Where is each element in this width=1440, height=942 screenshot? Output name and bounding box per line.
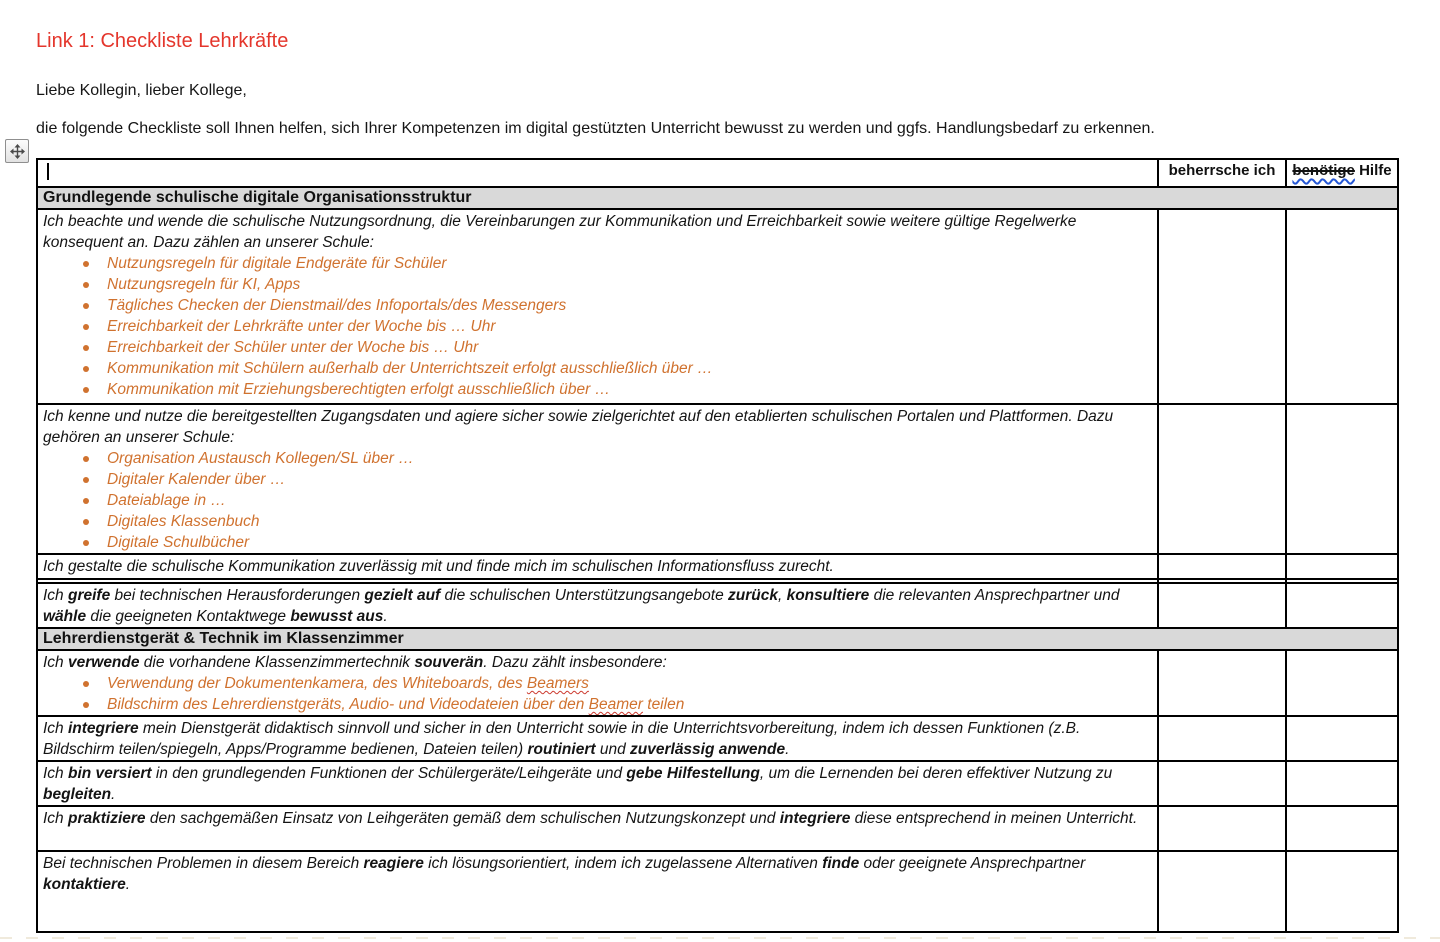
bullet-item [82,448,1151,469]
item-text-cell [37,851,1158,932]
checklist-item-row [37,716,1398,761]
intro-paragraph: die folgende Checkliste soll Ihnen helfen, sich Ihrer Kompetenzen im digital gestützten Unterricht bewusst zu werden und ggfs. Handlungsbedarf zu erkennen. [36,120,1155,137]
section-header-row [37,628,1398,650]
bullet-item [82,274,1151,295]
item-statement [43,211,1151,253]
benoetige-hilfe-cell[interactable] [1286,650,1398,716]
checklist-item-row [37,650,1398,716]
item-text-cell [37,716,1158,761]
text-run: in den grundlegenden Funktionen der Schülergeräte/Leihgeräte und [151,765,627,782]
table-move-handle-button[interactable] [5,139,29,163]
text-run: die schulischen Unterstützungsangebote [440,587,728,604]
text-run: Ich [43,765,68,782]
text-run: Ich beachte und wende die schulische Nutzungsordnung, die Vereinbarungen zur Kommunikation und Erreichbarkeit sowie weitere gültige Regelwerke konsequent an. Dazu zählen an unserer Schule: [43,213,1077,251]
item-text-cell [37,650,1158,716]
text-run: diese entsprechend in meinen Unterricht. [850,810,1138,827]
benoetige-hilfe-cell[interactable] [1286,716,1398,761]
benoetige-hilfe-cell[interactable] [1286,806,1398,851]
text-run: mein Dienstgerät didaktisch sinnvoll und sicher in den Unterricht sowie in die Unterrichtsvorbereitung, indem ich dessen Funktionen (z.B. Bildschirm teilen/spiegeln, Apps/Programme bedienen, Dateien teilen) [43,720,1081,758]
item-text-cell [37,806,1158,851]
item-statement [43,718,1151,760]
text-run: Ich [43,810,68,827]
benoetige-hilfe-cell[interactable] [1286,761,1398,806]
item-statement [43,808,1151,829]
text-run: bewusst aus [290,608,384,625]
text-run: Digitales Klassenbuch [107,513,260,530]
text-run: Ich [43,587,68,604]
beherrsche-ich-cell[interactable] [1158,209,1286,404]
item-text-cell [37,583,1158,628]
text-run: die relevanten Ansprechpartner und [869,587,1120,604]
text-run: Ich gestalte die schulische Kommunikation zuverlässig mit und finde mich im schulischen Informationsfluss zurecht. [43,558,834,575]
text-run: die geeigneten Kontaktwege [86,608,291,625]
text-run: konsultiere [786,587,870,604]
item-statement [43,406,1151,448]
text-run: , um die Lernenden bei deren effektiver Nutzung zu [759,765,1113,782]
text-run: souverän [414,654,484,671]
bullet-item [82,490,1151,511]
bullet-item [82,379,1151,400]
item-statement [43,556,1151,577]
text-run: Verwendung der Dokumentenkamera, des Whiteboards, des [107,675,527,692]
item-text-cell [37,404,1158,554]
checklist-item-row [37,806,1398,851]
bullet-item [82,532,1151,553]
text-run: . [383,608,388,625]
text-run: teilen [642,696,685,713]
item-text-cell [37,554,1158,579]
text-run: kontaktiere [43,876,126,893]
bullet-item [82,253,1151,274]
text-run: bin versiert [67,765,152,782]
text-run: zurück [728,587,778,604]
page-break-dashes [0,937,1440,939]
text-run: Nutzungsregeln für digitale Endgeräte für Schüler [107,255,447,272]
text-run: ich lösungsorientiert, indem ich zugelassene Alternativen [423,855,823,872]
beherrsche-ich-cell[interactable] [1158,650,1286,716]
text-run: Bildschirm des Lehrerdienstgeräts, Audio- und Videodateien über den [107,696,589,713]
text-run: . [785,741,790,758]
section-header-row [37,187,1398,209]
checklist-item-row [37,761,1398,806]
beherrsche-ich-cell[interactable] [1158,583,1286,628]
item-statement [43,853,1151,895]
bullet-item [82,316,1151,337]
bullet-item [82,337,1151,358]
text-run: Kommunikation mit Erziehungsberechtigten erfolgt ausschließlich über … [107,381,611,398]
text-run: verwende [67,654,140,671]
text-run: gezielt auf [364,587,441,604]
page-title: Link 1: Checkliste Lehrkräfte [36,30,289,52]
text-run: begleiten [43,786,112,803]
item-text-cell [37,761,1158,806]
text-run: routiniert [527,741,596,758]
bullet-item [82,358,1151,379]
beherrsche-ich-cell[interactable] [1158,554,1286,579]
item-bullet-list [43,673,1151,715]
text-run: Digitaler Kalender über … [107,471,286,488]
text-run: Bei technischen Problemen in diesem Bereich [43,855,364,872]
text-run: , [777,587,787,604]
benoetige-hilfe-cell[interactable] [1286,554,1398,579]
text-run: wähle [43,608,87,625]
table-header-row [37,159,1398,187]
item-bullet-list [43,253,1151,400]
header-benoetige-hilfe [1286,159,1398,187]
checklist-item-row [37,554,1398,579]
beherrsche-ich-cell[interactable] [1158,851,1286,932]
text-run: Beamer [588,696,643,713]
beherrsche-ich-cell[interactable] [1158,716,1286,761]
text-cursor [47,163,49,180]
text-run: Ich [43,720,68,737]
checklist-item-row [37,404,1398,554]
bullet-item [82,469,1151,490]
text-run: . [125,876,131,893]
text-run: reagiere [363,855,424,872]
checklist-item-row [37,851,1398,932]
text-run: . [111,786,116,803]
text-run: Kommunikation mit Schülern außerhalb der Unterrichtszeit erfolgt ausschließlich über … [107,360,713,377]
benoetige-hilfe-cell[interactable] [1286,404,1398,554]
bullet-item [82,673,1151,694]
text-run: integriere [779,810,851,827]
text-run: praktiziere [67,810,146,827]
beherrsche-ich-cell[interactable] [1158,761,1286,806]
item-bullet-list [43,448,1151,553]
text-run: Dateiablage in … [107,492,226,509]
text-run: den sachgemäßen Einsatz von Leihgeräten gemäß dem schulischen Nutzungskonzept und [145,810,780,827]
text-run: Hilfe [1354,162,1392,179]
text-run: integriere [67,720,139,737]
bullet-item [82,295,1151,316]
text-run: benötige [1292,162,1355,179]
text-run: und [595,741,631,758]
benoetige-hilfe-cell[interactable] [1286,583,1398,628]
text-run: bei technischen Herausforderungen [110,587,365,604]
item-statement [43,763,1151,805]
benoetige-hilfe-cell[interactable] [1286,851,1398,932]
text-run: gebe Hilfestellung [626,765,760,782]
text-run: Ich [43,654,68,671]
move-icon [10,144,25,159]
checklist-item-row [37,583,1398,628]
text-run: Tägliches Checken der Dienstmail/des Infoportals/des Messengers [107,297,567,314]
text-run: Erreichbarkeit der Schüler unter der Woche bis … Uhr [107,339,479,356]
beherrsche-ich-cell[interactable] [1158,806,1286,851]
text-run: zuverlässig anwende [630,741,786,758]
greeting-paragraph: Liebe Kollegin, lieber Kollege, [36,82,247,99]
item-statement [43,652,1151,673]
text-run: die vorhandene Klassenzimmertechnik [139,654,415,671]
bullet-item [82,511,1151,532]
benoetige-hilfe-cell[interactable] [1286,209,1398,404]
text-run: Beamers [526,675,589,692]
text-run: oder geeignete Ansprechpartner [859,855,1086,872]
text-run: greife [67,587,111,604]
section-title: Grundlegende schulische digitale Organisationsstruktur [37,187,1398,209]
section-title: Lehrerdienstgerät & Technik im Klassenzimmer [37,628,1398,650]
bullet-item [82,694,1151,715]
checklist-table [36,158,1399,933]
text-run: . Dazu zählt insbesondere: [483,654,667,671]
text-run: Erreichbarkeit der Lehrkräfte unter der Woche bis … Uhr [107,318,496,335]
beherrsche-ich-cell[interactable] [1158,404,1286,554]
text-run: Nutzungsregeln für KI, Apps [107,276,301,293]
item-text-cell [37,209,1158,404]
header-item-cell[interactable] [37,159,1158,187]
text-run: finde [822,855,860,872]
text-run: Ich kenne und nutze die bereitgestellten Zugangsdaten und agiere sicher sowie zielgerichtet auf den etablierten schulischen Portalen und Plattformen. Dazu gehören an unserer Schule: [43,408,1114,446]
item-statement [43,585,1151,627]
checklist-item-row [37,209,1398,404]
text-run: Digitale Schulbücher [107,534,250,551]
text-run: Organisation Austausch Kollegen/SL über … [107,450,414,467]
header-beherrsche-ich: beherrsche ich [1158,159,1286,187]
